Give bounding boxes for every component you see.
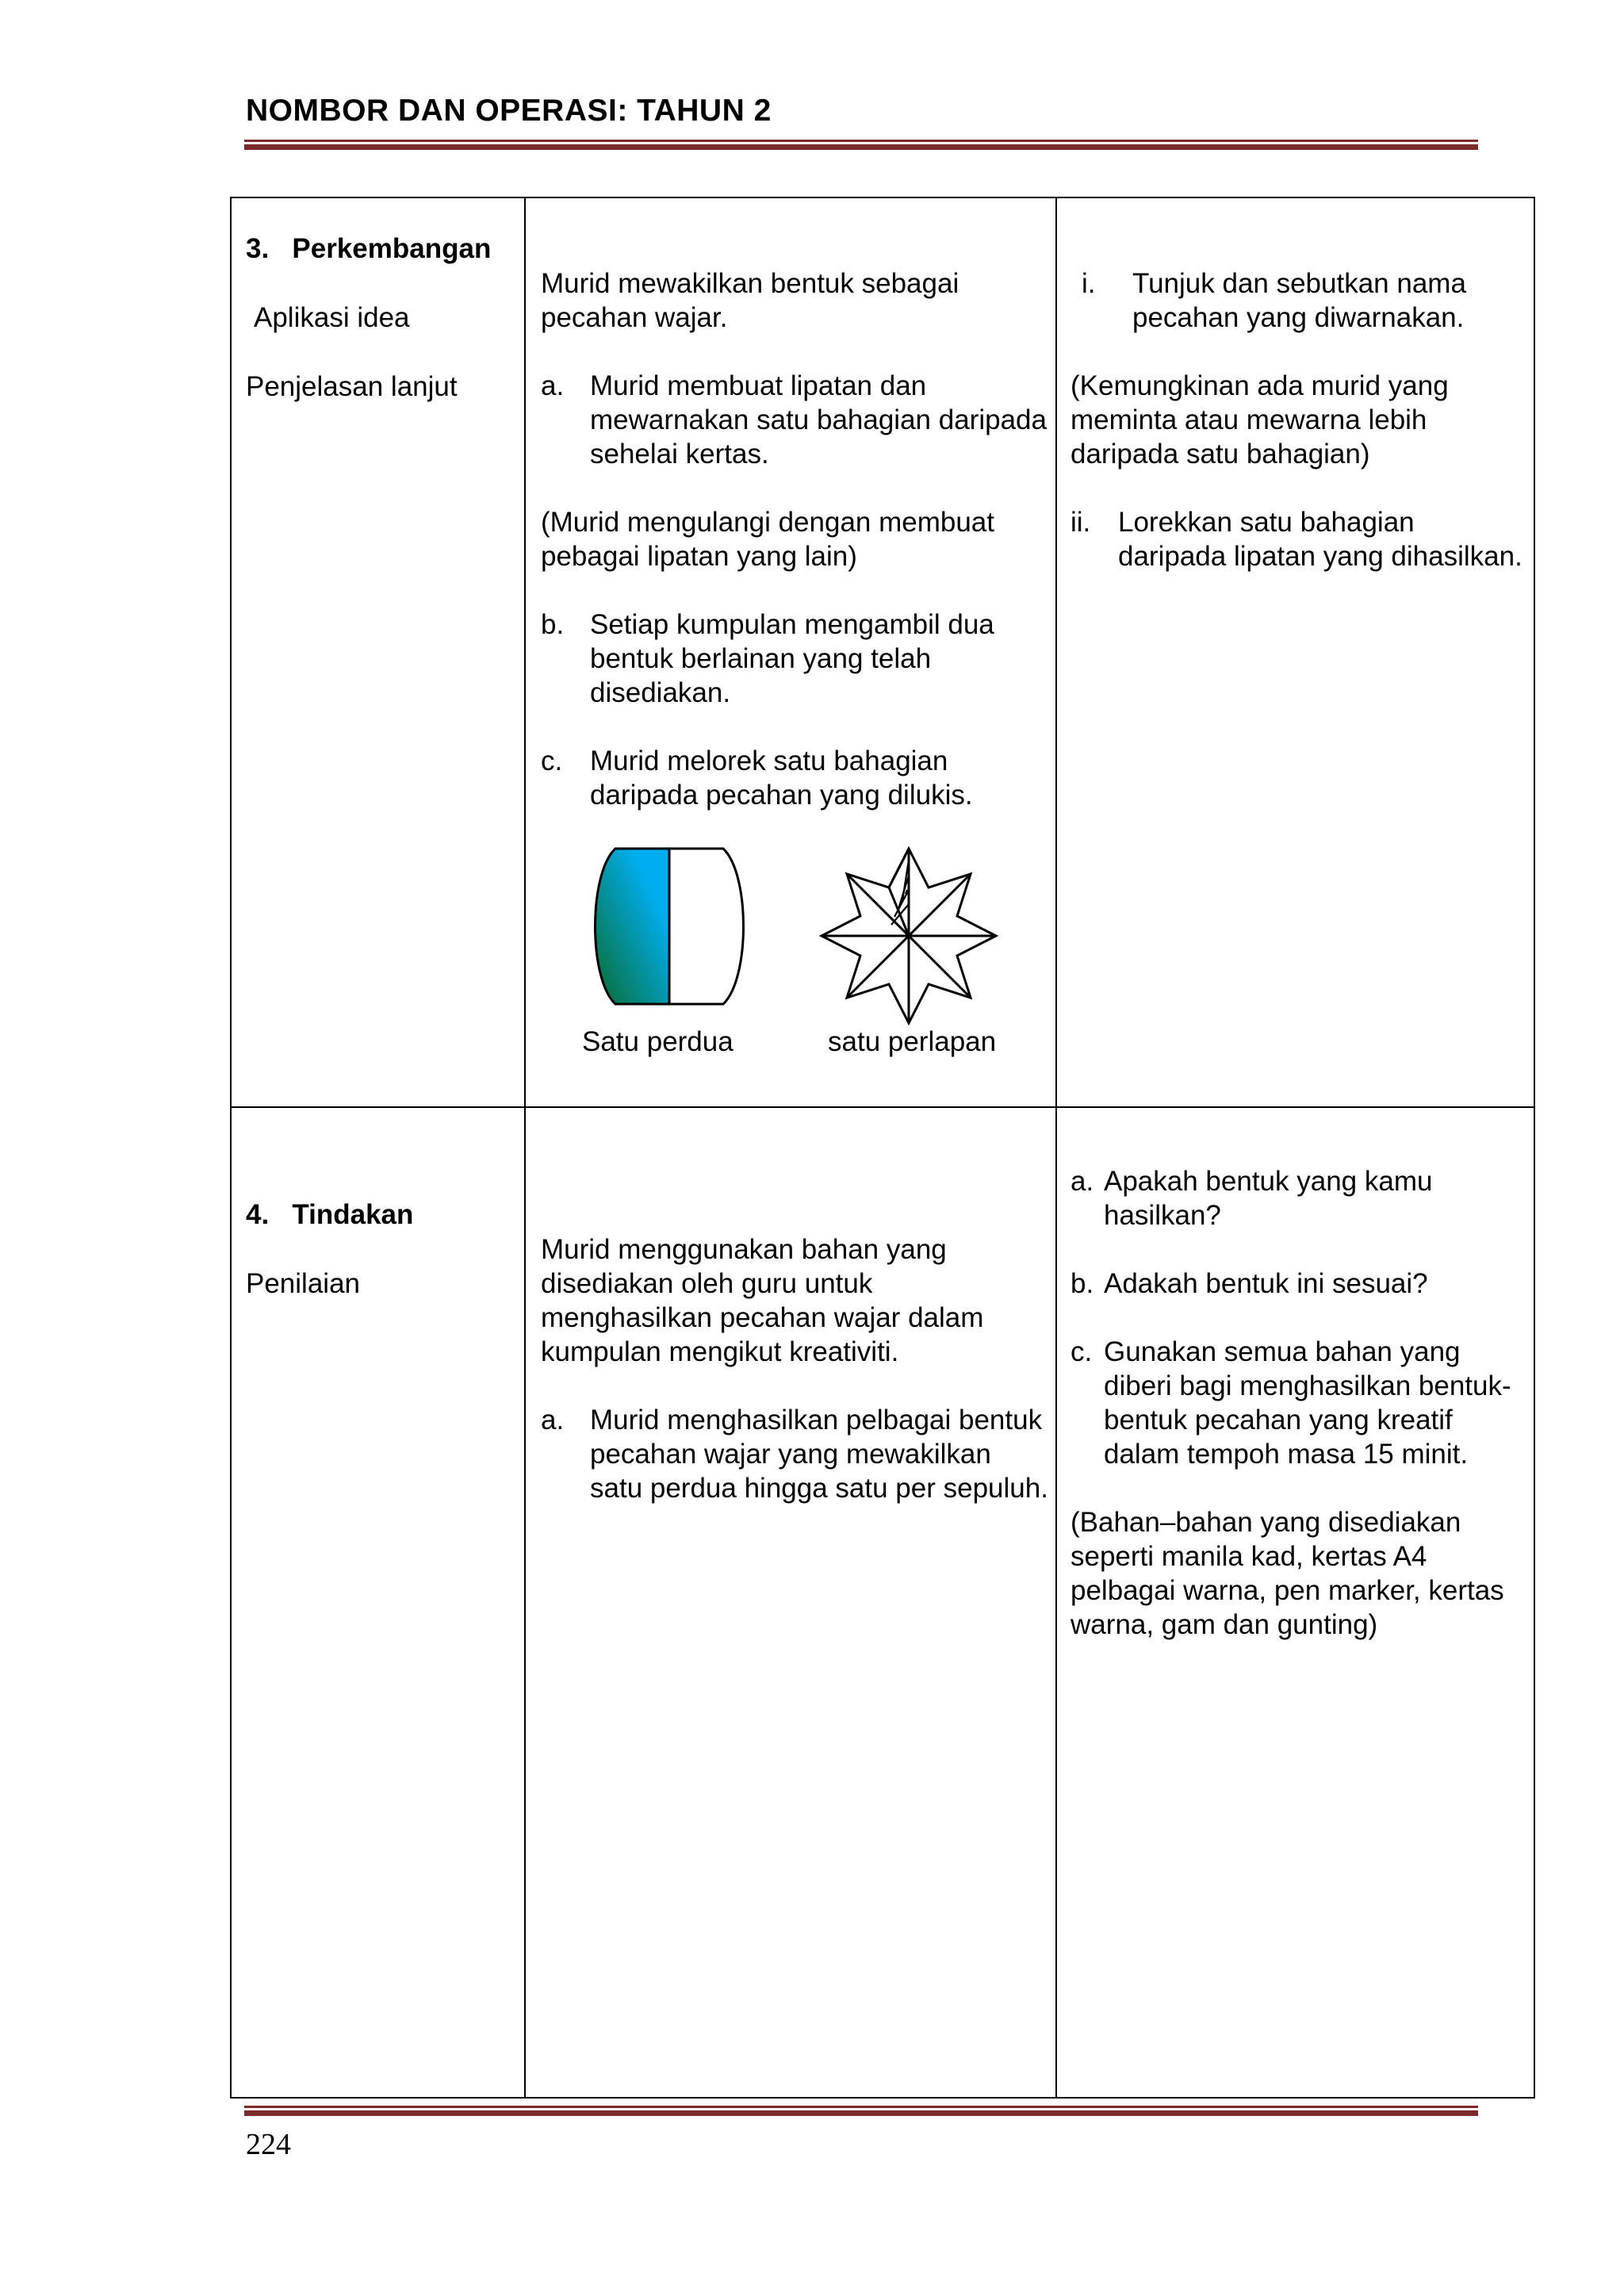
list-item (1071, 1164, 1527, 1232)
table-row-divider (230, 1106, 1535, 1108)
list-item (1071, 266, 1527, 335)
list-item (541, 369, 1048, 471)
activity-intro: Murid menggunakan bahan yang disediakan oleh guru untuk menghasilkan pecahan wajar dalam kumpulan mengikut kreativiti. (541, 1234, 984, 1367)
stage-subtitle: Penjelasan lanjut (246, 371, 458, 402)
stage-cell-perkembangan (246, 232, 515, 404)
notes-remark: (Bahan–bahan yang disediakan seperti manila kad, kertas A4 pelbagai warna, pen marker, kertas warna, gam dan gunting) (1071, 1507, 1504, 1640)
stage-cell-tindakan (246, 1198, 515, 1301)
notes-cell-perkembangan (1071, 266, 1527, 573)
stage-heading (246, 232, 515, 266)
list-marker: a. (541, 370, 565, 401)
list-item-text: Gunakan semua bahan yang diberi bagi menghasilkan bentuk-bentuk pecahan yang kreatif dalam tempoh masa 15 minit. (1104, 1336, 1511, 1470)
list-item-text: Lorekkan satu bahagian daripada lipatan yang dihasilkan. (1118, 507, 1522, 572)
list-item-text: Murid menghasilkan pelbagai bentuk pecahan wajar yang mewakilkan satu perdua hingga satu per sepuluh. (590, 1405, 1048, 1504)
header-rule (244, 140, 1478, 151)
page-header-title: NOMBOR DAN OPERASI: TAHUN 2 (246, 94, 772, 128)
page-number: 224 (246, 2128, 291, 2161)
table-column-divider (1055, 197, 1057, 2099)
stage-subtitle: Penilaian (246, 1268, 360, 1299)
activity-cell-perkembangan (541, 266, 1048, 812)
notes-remark: (Kemungkinan ada murid yang meminta atau mewarna lebih daripada satu bahagian) (1071, 370, 1449, 470)
list-item (1071, 1335, 1527, 1471)
notes-cell-tindakan (1071, 1164, 1527, 1642)
list-item-text: Setiap kumpulan mengambil dua bentuk berlainan yang telah disediakan. (590, 609, 994, 708)
figure-caption: Satu perdua (582, 1026, 733, 1057)
list-item-text: Tunjuk dan sebutkan nama pecahan yang diwarnakan. (1132, 268, 1466, 333)
footer-rule (244, 2106, 1478, 2117)
list-item-text: Murid membuat lipatan dan mewarnakan satu bahagian daripada sehelai kertas. (590, 370, 1047, 470)
list-marker: a. (1071, 1166, 1094, 1197)
figure-caption: satu perlapan (828, 1026, 997, 1057)
list-item (1071, 1267, 1527, 1301)
octagram-eighth-shaded-icon (814, 844, 1004, 1028)
stage-title: Perkembangan (292, 233, 492, 264)
stage-number: 4. (246, 1199, 270, 1230)
list-item (1071, 505, 1527, 573)
list-item (541, 744, 1048, 812)
activity-note: (Murid mengulangi dengan membuat pebagai lipatan yang lain) (541, 507, 994, 572)
list-item (541, 1403, 1048, 1505)
stage-title: Tindakan (292, 1199, 414, 1230)
list-marker: i. (1082, 268, 1096, 299)
list-item-text: Apakah bentuk yang kamu hasilkan? (1104, 1166, 1433, 1231)
stage-number: 3. (246, 233, 270, 264)
activity-cell-tindakan (541, 1232, 1048, 1505)
list-item-text: Adakah bentuk ini sesuai? (1104, 1268, 1428, 1299)
stage-heading (246, 1198, 515, 1232)
list-marker: ii. (1071, 507, 1091, 538)
list-marker: c. (1071, 1336, 1093, 1367)
activity-intro: Murid mewakilkan bentuk sebagai pecahan wajar. (541, 268, 959, 333)
list-marker: a. (541, 1405, 565, 1435)
half-shaded-shape-icon (584, 845, 758, 1007)
table-column-divider (524, 197, 526, 2099)
list-marker: b. (541, 609, 565, 640)
list-marker: c. (541, 746, 563, 776)
list-marker: b. (1071, 1268, 1094, 1299)
list-item-text: Murid melorek satu bahagian daripada pecahan yang dilukis. (590, 746, 973, 811)
list-item (541, 608, 1048, 710)
stage-subtitle: Aplikasi idea (254, 302, 410, 333)
